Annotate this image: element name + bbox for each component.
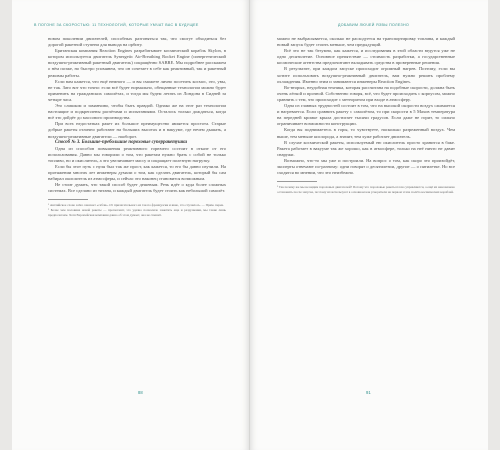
paragraph: В результате, при каждом запуске происходит огромный нагрев. Поэтому, если вы хотите использовать воздушно-реактивный двигатель, вам нужно решить проблему охлаждения. Именно этим и занимаются инженеры Reaction Engines. — [277, 66, 455, 84]
paragraph: Если вам кажется, что ещё немного — и вы сможете лично посетить космос, это, увы, не так. Зато вот что точно: если всё будет нормально, обещанные технологии можно будет применить на гражданских самолётах, и тогда мы будем летать из Лондона в Сидней за четыре часа. — [48, 78, 226, 102]
page-number-left: 88 — [138, 390, 143, 395]
paragraph: Не стоит думать, что такой способ будет дешевым. Речь идёт о куда более сложных системах. Все сделано из титана, и каждый двигатель будет стоить как небольшой самолёт. — [48, 182, 226, 194]
paragraph: Если бы этот путь с нуля был так же прост, как кажется, то его бы давно изучили. На протяжении многих лет инженеры думали о том, как сделать двигатель, который бы сам набирал окислитель из атмосферы, и сейчас это наконец становится возможным. — [48, 163, 226, 182]
running-head-right: ДОБАВИМ ЛЮЧЕЙ ЯЗВЫ ПОЛЕЗНО — [338, 23, 410, 27]
page-number-right: 91 — [366, 390, 371, 395]
footnotes-right — [277, 185, 455, 194]
right-page — [250, 0, 488, 450]
paragraph: Когда вы поднимаетесь в горы, то чувствуете, насколько разреженный воздух. Чем выше, тем меньше кислорода, а значит, тем хуже работает двигатель. — [277, 127, 455, 139]
footnote-divider — [277, 181, 317, 182]
paragraph: новом поколении двигателей, способных разгоняться так, что смогут обходиться без дорогой ракетной ступени для вывода на орбиту. — [48, 36, 226, 48]
paragraph: Всё это не так безумно, как кажется, и исследования в этой области ведутся уже не одно десятилетие. Основное препятствие — стоимость разработки, а государственные космические агентства предпочитают вкладывать средства в проверенные решения. — [277, 48, 455, 66]
paragraph: Во-вторых, неудобная техника, которая рассчитана на подобные скорости, должна быть очень лёгкой и прочной. Собственно говоря, всё, что будет происходить с корпусом, можно сравнить с тем, что происходит с метеоритом при входе в атмосферу. — [277, 84, 455, 102]
paragraph: Одна из главных трудностей состоит в том, что на высокой скорости воздух сжимается и нагревается. Если сравнить ракету с самолётом, то при скорости в 5 Махов температура на передней кромке крыла достигает тысячи градусов. Если даже не горит, то сильно ограничивает возможности конструкции. — [277, 103, 455, 127]
paragraph: При всех недостатках ракет их большое преимущество является простота. Старые добрые ракеты отлично работают на больших высотах и в вакууме, где нечем дышать, а воздушно-реактивные двигатели — наоборот. — [48, 121, 226, 139]
paragraph: Возможно, что-то мы уже и построили. На вопрос о том, как скоро это произойдёт, эксперты отвечают по-разному: одни говорят о десятилетии, другие — о пятилетке. Но все сходятся во мнении, что это неизбежно. — [277, 157, 455, 176]
paragraph: Британская компания Reaction Engines разрабатывает космический корабль Skylon, в котором используется двигатель Synergetic Air-Breathing Rocket Engine (синергетический воздушно-реактивный ракетный двигатель) сокращённо SABRE. Мы подробнее расскажем о нём позже, но быстро упомянем, что он сочетает в себе как реактивный, так и ракетный режимы работы. — [48, 48, 226, 78]
footnotes-left — [48, 203, 226, 217]
paragraph: В случае космической ракеты, используемый ею окислитель просто хранится в баке. Ракета работает в вакууме так же хорошо, как в атмосфере, только на неё ничто не давит снаружи. — [277, 139, 455, 157]
section-heading: Способ № 3. Большие-пребольшие пороховые суперракетушки — [55, 139, 188, 145]
left-page-body — [48, 36, 226, 218]
footnote-divider — [48, 199, 88, 200]
footnote: ¹ Так почему же мы не видим пороховых двигателей? Потому что пороховые ракеты плохо управляются, а ещё их невозможно остановить после запуска, поэтому их используют в основном как ускорители на первом этапе полёта космических кораблей. — [277, 185, 455, 194]
right-page-body — [277, 36, 455, 195]
paragraph: Это слишком и заманчиво, чтобы быть правдой. Однако же на этот раз технологии настоящие и подкреплены расчётами и испытаниями. Осталось только дождаться, когда всё это дойдёт до массового производства. — [48, 103, 226, 121]
paragraph: Одна из способов повышения реактивного горючего состоит в отказе от его использования. Давно мы говорили о том, что ракетам нужно брать с собой не только топливо, но и окислитель, а это увеличивает массу и сокращает полезную нагрузку. — [48, 145, 226, 163]
footnote: ¹ Английское слово sabre означает «сабля». От прилагательного из так по французски и явно, что случилось. — Прим. перев. — [48, 203, 224, 208]
paragraph: можно не выбрасывается, сколько не расходуется на транспортировку топлива, и каждый новый запуск будет стоить меньше, чем предыдущий. — [277, 36, 455, 48]
footnote: ² Более чем половина новой ракеты — пропеллент, это удачно позволило заметить еще и разрушения, мы такие лишь предполагаем. Хотя Европейская компания давно об этом думает, она не спешит. — [48, 208, 226, 217]
book-spread — [12, 0, 488, 450]
running-head-left: В ПОГОНЕ ЗА СКОРОСТЬЮ: 11 ТЕХНОЛОГИЙ, КОТОРЫЕ УМЧАТ ВАС В БУДУЩЕЕ — [34, 23, 199, 27]
left-page — [12, 0, 250, 450]
